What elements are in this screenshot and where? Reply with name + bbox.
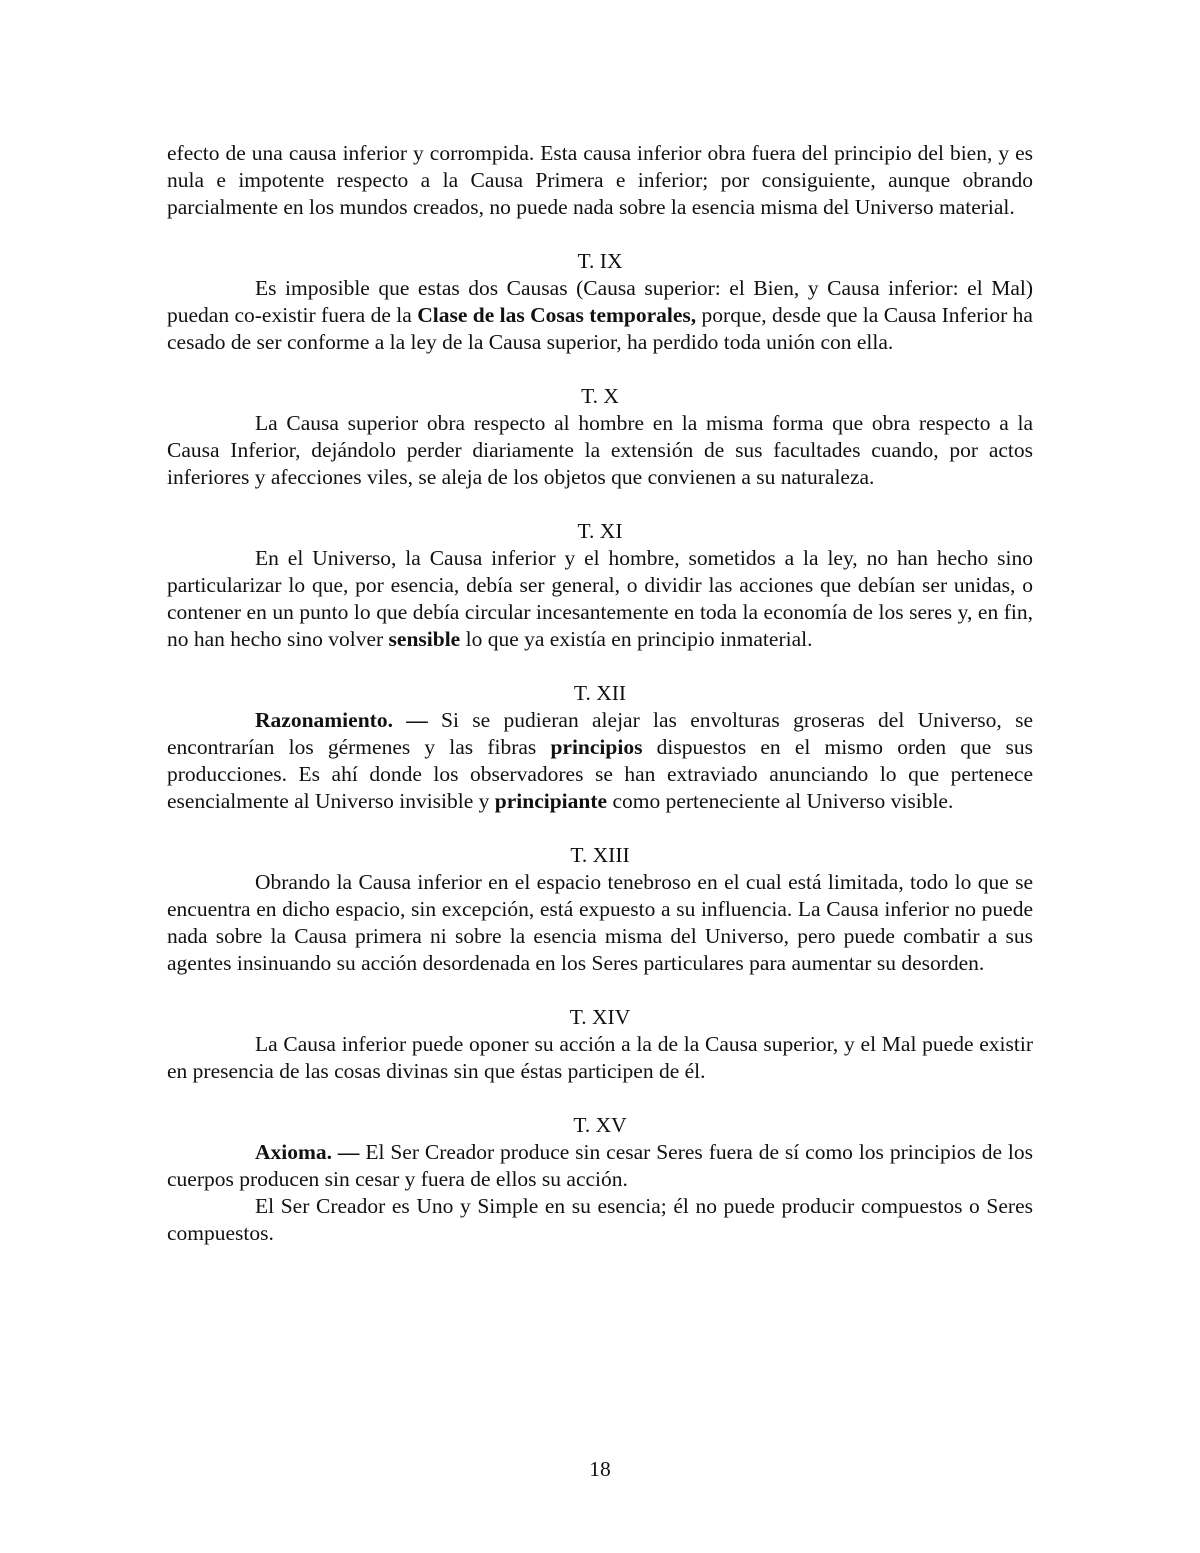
section-paragraph: Obrando la Causa inferior en el espacio tenebroso en el cual está limitada, todo lo que se encuentra en dicho espacio, sin excepción, está expuesto a su influencia. La Causa inferior no puede nada sobre la Causa primera ni sobre la esencia misma del Universo, pero puede combatir a sus agentes insinuando su acción desordenada en los Seres particulares para aumentar su desorden. bbox=[167, 870, 1033, 975]
section-heading: T. XIII bbox=[570, 843, 630, 867]
section-heading: T. IX bbox=[577, 249, 623, 273]
spacer bbox=[167, 1085, 1033, 1112]
spacer bbox=[167, 491, 1033, 518]
section-heading: T. XI bbox=[577, 519, 623, 543]
text-run: dispuestos en el mismo orden que sus producciones. Es ahí donde los observadores se han extraviado anunciando lo que pertenece esencialmente al Universo invisible y bbox=[167, 735, 1033, 813]
section-paragraph: La Causa inferior puede oponer su acción a la de la Causa superior, y el Mal puede existir en presencia de las cosas divinas sin que éstas participen de él. bbox=[167, 1032, 1033, 1083]
text-run: Es imposible que estas dos Causas (Causa superior: el Bien, y Causa inferior: el Mal) puedan co-existir fuera de la bbox=[167, 276, 1033, 327]
bold-text: principios bbox=[550, 735, 643, 759]
bold-text: sensible bbox=[388, 627, 461, 651]
intro-paragraph: efecto de una causa inferior y corrompida. Esta causa inferior obra fuera del principio del bien, y es nula e impotente respecto a la Causa Primera e inferior; por consiguiente, aunque obrando parcialmente en los mundos creados, no puede nada sobre la esencia misma del Universo material. bbox=[167, 141, 1033, 219]
section-paragraph bbox=[167, 1139, 1033, 1193]
section-t13 bbox=[167, 842, 1033, 977]
section-paragraph bbox=[167, 545, 1033, 653]
text-run: como perteneciente al Universo visible. bbox=[607, 789, 954, 813]
spacer bbox=[167, 977, 1033, 1004]
section-heading: T. XII bbox=[573, 681, 627, 705]
spacer bbox=[167, 653, 1033, 680]
section-paragraph bbox=[167, 275, 1033, 356]
section-paragraph: La Causa superior obra respecto al hombre en la misma forma que obra respecto a la Causa Inferior, dejándolo perder diariamente la extensión de sus facultades cuando, por actos inferiores y afecciones viles, se aleja de los objetos que convienen a su naturaleza. bbox=[167, 411, 1033, 489]
spacer bbox=[167, 221, 1033, 248]
spacer bbox=[167, 815, 1033, 842]
page-body bbox=[167, 140, 1033, 1247]
section-t10 bbox=[167, 383, 1033, 491]
text-run: porque, desde que la Causa Inferior ha cesado de ser conforme a la ley de la Causa superior, ha perdido toda unión con ella. bbox=[167, 303, 1033, 354]
text-run: En el Universo, la Causa inferior y el hombre, sometidos a la ley, no han hecho sino particularizar lo que, por esencia, debía ser general, o dividir las acciones que debían ser unidas, o contener en un punto lo que debía circular incesantemente en toda la economía de los seres y, en fin, no han hecho sino volver bbox=[167, 546, 1033, 651]
section-t12 bbox=[167, 680, 1033, 815]
section-paragraph bbox=[167, 707, 1033, 815]
section-t14 bbox=[167, 1004, 1033, 1085]
bold-text: Clase de las Cosas temporales, bbox=[417, 303, 697, 327]
bold-lead: Axioma. — bbox=[255, 1140, 360, 1164]
spacer bbox=[167, 356, 1033, 383]
section-heading: T. X bbox=[581, 384, 619, 408]
bold-lead: Razonamiento. — bbox=[255, 708, 428, 732]
text-run: Si se pudieran alejar las envolturas groseras del Universo, se encontrarían los gérmenes y las fibras bbox=[167, 708, 1033, 759]
section-t11 bbox=[167, 518, 1033, 653]
page-number: 18 bbox=[589, 1457, 611, 1481]
section-t9 bbox=[167, 248, 1033, 356]
section-heading: T. XIV bbox=[569, 1005, 631, 1029]
section-t15 bbox=[167, 1112, 1033, 1247]
text-run: lo que ya existía en principio inmaterial. bbox=[460, 627, 813, 651]
bold-text: principiante bbox=[494, 789, 608, 813]
text-run: El Ser Creador produce sin cesar Seres fuera de sí como los principios de los cuerpos producen sin cesar y fuera de ellos su acción. bbox=[167, 1140, 1033, 1191]
section-paragraph: El Ser Creador es Uno y Simple en su esencia; él no puede producir compuestos o Seres compuestos. bbox=[167, 1194, 1033, 1245]
section-heading: T. XV bbox=[573, 1113, 627, 1137]
